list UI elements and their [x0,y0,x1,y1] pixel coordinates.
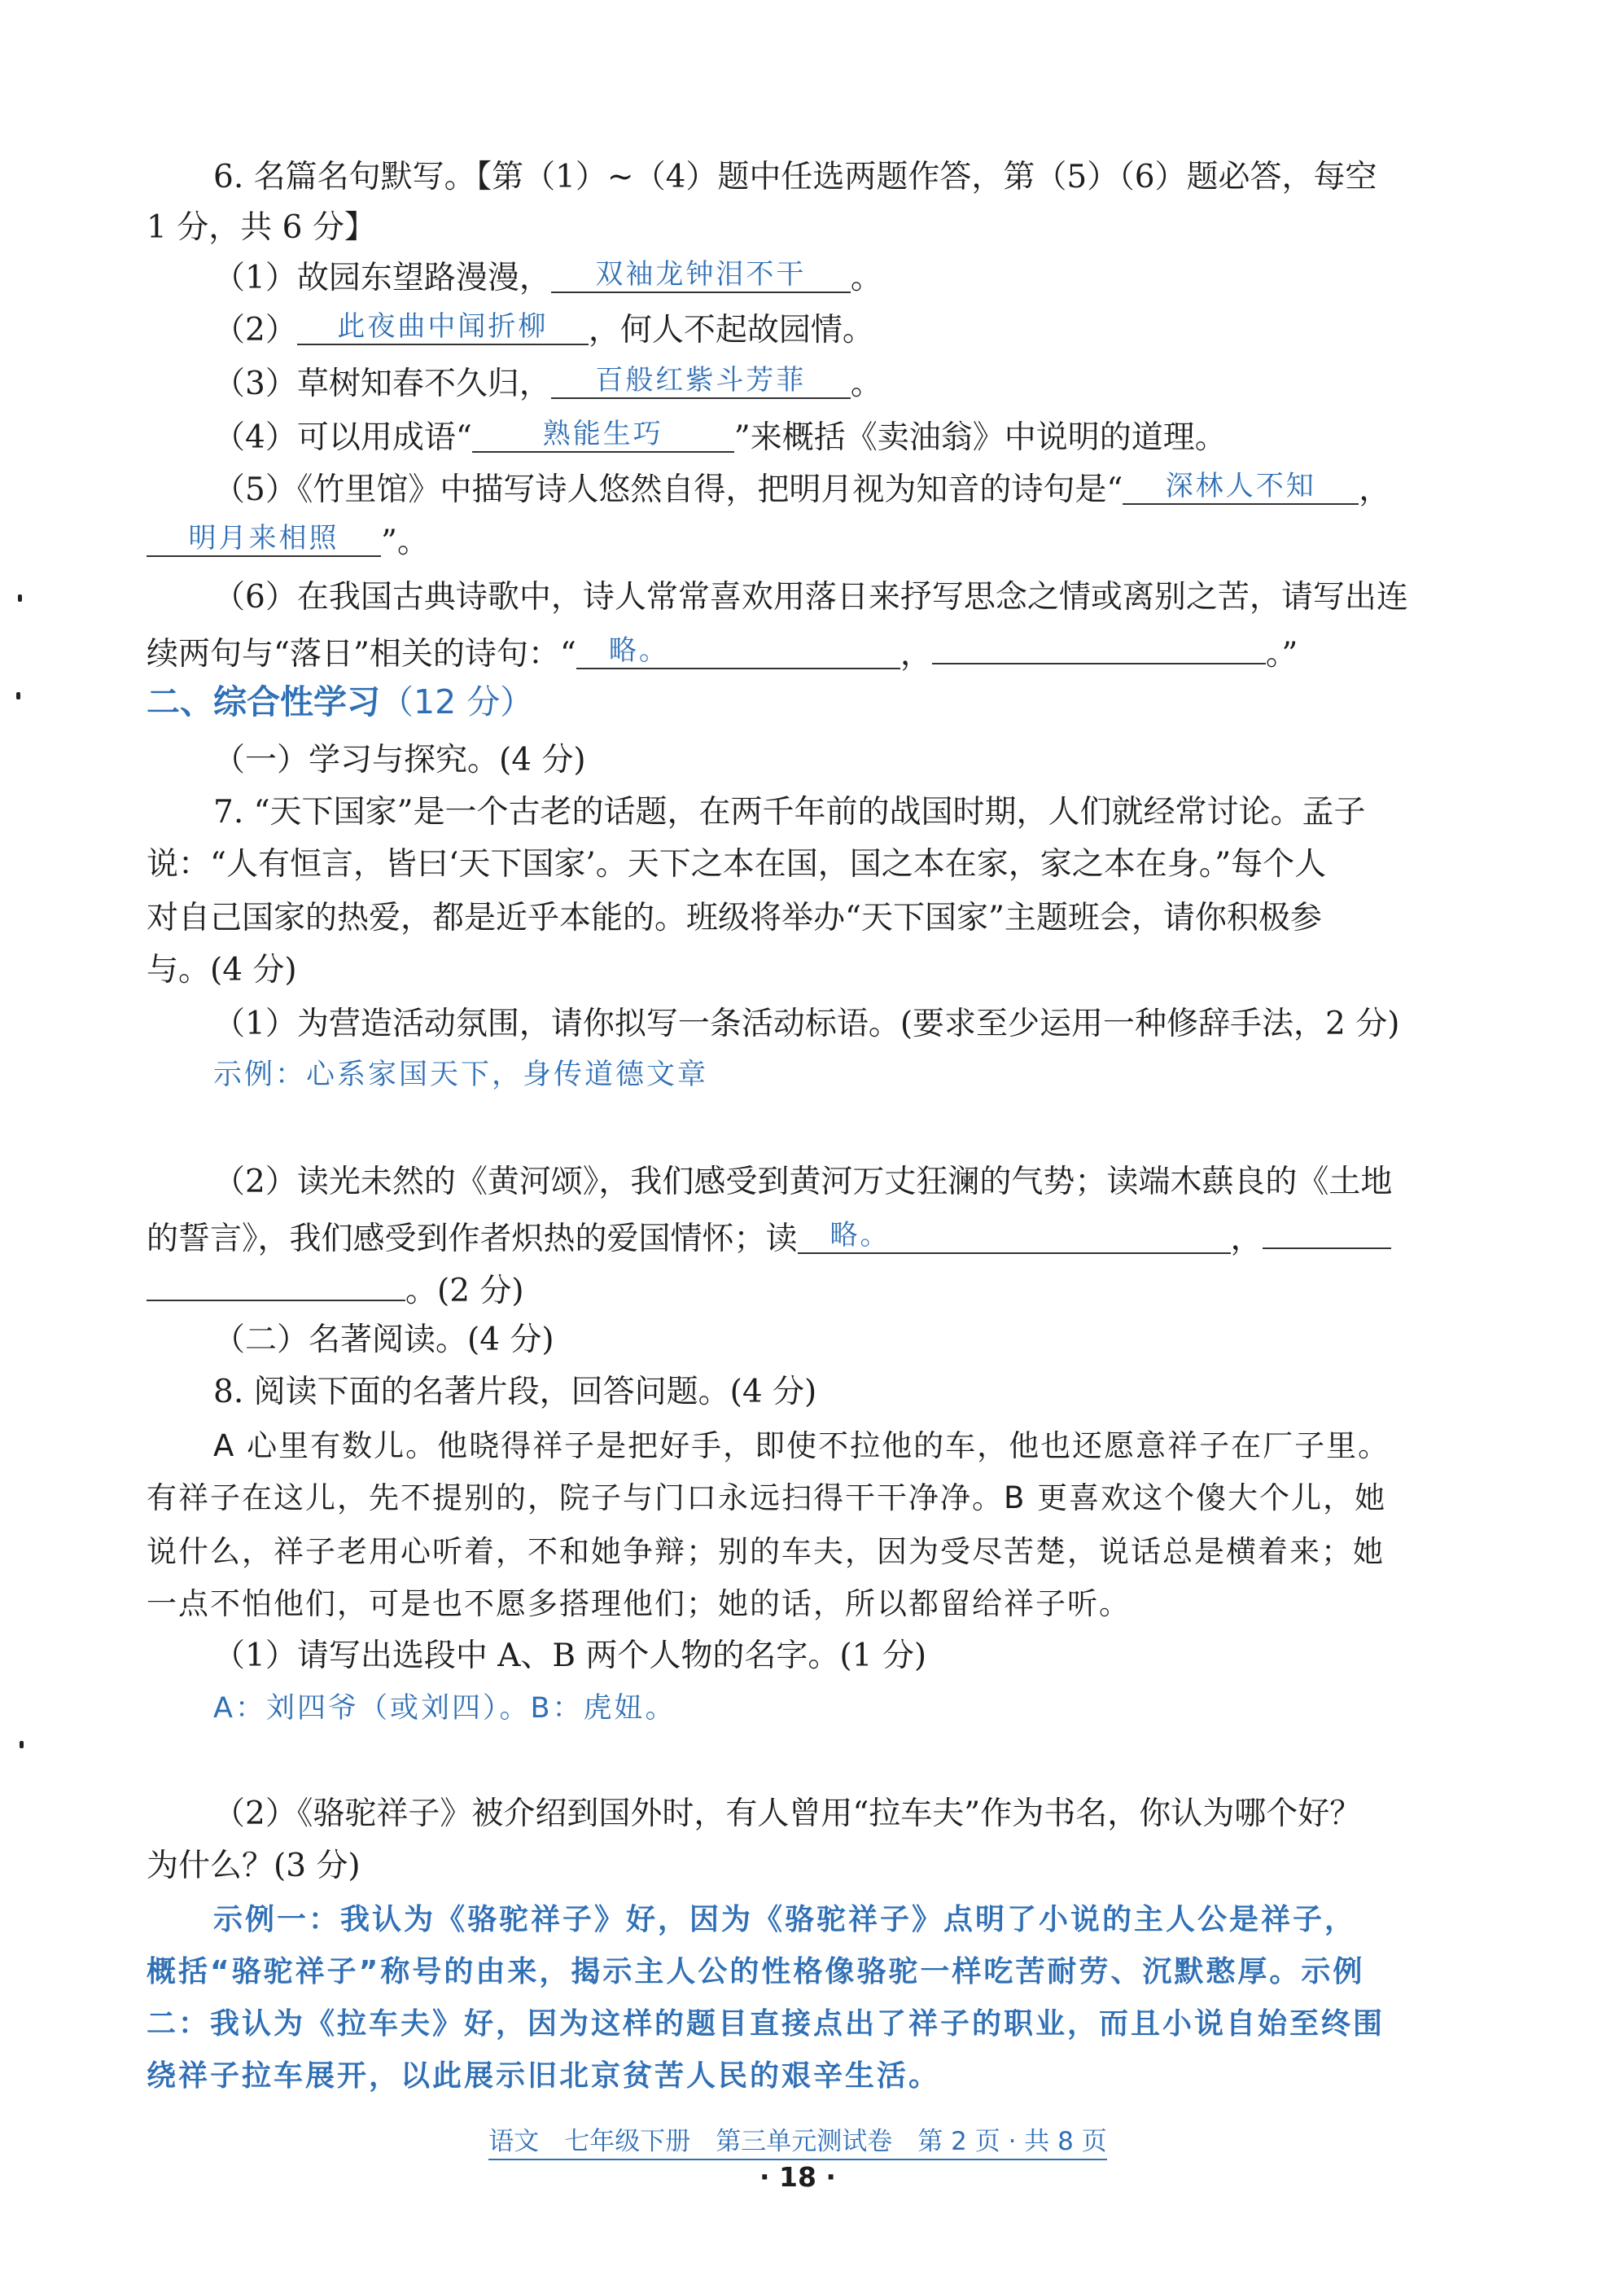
answer-text: 双袖龙钟泪不干 [595,258,807,291]
scan-mark [18,594,22,602]
scan-mark [20,1741,24,1748]
answer-text: 略。 [830,1219,891,1252]
q8-answer-line-3: 二：我认为《拉车夫》好，因为这样的题目直接点出了祥子的职业，而且小说自始至终围 [147,2007,1385,2041]
q6-sub-5: （5）《竹里馆》中描写诗人悠然自得，把明月视为知音的诗句是“ 深林人不知 ， [213,467,1390,513]
q6-sub-3: （3）草树知春不久归， 百般红紫斗芳菲 。 [213,362,882,407]
answer-blank[interactable] [1263,1212,1391,1249]
q8-stem: 8. 阅读下面的名著片段，回答问题。(4 分) [213,1374,817,1410]
q8-sub-2-cont: 为什么？(3 分) [147,1848,361,1884]
answer-text: 略。 [608,634,669,667]
q6-sub-6-cont: 续两句与“落日”相关的诗句：“ 略。 ， 。” [147,627,1298,677]
q7-sub-2: （2）读光未然的《黄河颂》，我们感受到黄河万丈狂澜的气势；读端木蕻良的《土地 [213,1164,1393,1200]
answer-blank[interactable] [551,256,851,293]
q6-sub-5-cont: 明月来相照 ”。 [147,520,429,565]
part2-title: （二）名著阅读。(4 分) [213,1322,554,1358]
answer-text: 深林人不知 [1165,470,1316,502]
answer-blank[interactable] [1123,467,1359,505]
q8-answer-line-4: 绕祥子拉车展开，以此展示旧北京贫苦人民的艰辛生活。 [147,2059,941,2093]
excerpt-line-2: 有祥子在这儿，先不提别的，院子与门口永远扫得干干净净。B 更喜欢这个傻大个儿，她 [147,1480,1387,1515]
q7-sub-2-cont2: 。(2 分) [147,1264,524,1314]
q7-line-4: 与。(4 分) [147,952,297,989]
answer-text: 熟能生巧 [542,418,663,450]
part1-title: （一）学习与探究。(4 分) [213,742,586,778]
scan-mark [16,692,20,699]
q7-sub-1-answer: 示例：心系家国天下，身传道德文章 [213,1059,709,1091]
q6-sub-2: （2） 此夜曲中闻折柳 ，何人不起故园情。 [213,308,874,353]
section-heading: 二、综合性学习（12 分） [147,682,534,721]
q8-sub-1-answer: A：刘四爷（或刘四）。B：虎妞。 [213,1692,676,1725]
q8-answer-line-2: 概括“骆驼祥子”称号的由来，揭示主人公的性格像骆驼一样吃苦耐劳、沉默憨厚。示例 [147,1955,1365,1988]
answer-text: 此夜曲中闻折柳 [337,310,549,343]
page-footer: 语文 七年级下册 第三单元测试卷 第 2 页 · 共 8 页 [488,2120,1107,2160]
excerpt-line-3: 说什么，祥子老用心听着，不和她争辩；别的车夫，因为受尽苦楚，说话总是横着来；她 [147,1534,1385,1569]
q8-answer-line-1: 示例一：我认为《骆驼祥子》好，因为《骆驼祥子》点明了小说的主人公是祥子， [213,1903,1357,1936]
answer-blank[interactable] [147,1264,405,1301]
q6-sub-6: （6）在我国古典诗歌中，诗人常常喜欢用落日来抒写思念之情或离别之苦，请写出连 [213,579,1408,616]
answer-text: 明月来相照 [188,522,339,555]
answer-blank[interactable] [297,308,589,345]
answer-blank[interactable] [576,632,900,669]
answer-blank[interactable] [472,415,734,453]
q7-line-3: 对自己国家的热爱，都是近乎本能的。班级将举办“天下国家”主题班会，请你积极参 [147,900,1322,936]
q7-sub-1: （1）为营造活动氛围，请你拟写一条活动标语。(要求至少运用一种修辞手法，2 分) [213,1006,1400,1042]
q7-sub-2-cont: 的誓言》，我们感受到作者炽热的爱国情怀；读 略。 ， [147,1212,1391,1262]
answer-blank[interactable] [147,520,381,557]
excerpt-line-4: 一点不怕他们，可是也不愿多搭理他们；她的话，所以都留给祥子听。 [147,1586,1131,1621]
excerpt-line-1: A 心里有数儿。他晓得祥子是把好手，即使不拉他的车，他也还愿意祥子在厂子里。 [213,1428,1390,1463]
q7-line-1: 7. “天下国家”是一个古老的话题，在两千年前的战国时期，人们就经常讨论。孟子 [213,794,1366,831]
page-number: · 18 · [759,2161,836,2193]
q7-line-2: 说：“人有恒言，皆曰‘天下国家’。天下之本在国，国之本在家，家之本在身。”每个人 [147,846,1327,883]
answer-blank[interactable] [798,1217,1231,1254]
q6-sub-4: （4）可以用成语“ 熟能生巧 ”来概括《卖油翁》中说明的道理。 [213,415,1227,461]
answer-blank[interactable] [551,362,851,399]
q8-sub-2: （2）《骆驼祥子》被介绍到国外时，有人曾用“拉车夫”作为书名，你认为哪个好？ [213,1796,1362,1832]
q6-sub-1: （1）故园东望路漫漫， 双袖龙钟泪不干 。 [213,256,882,301]
q6-stem-line-2: 1 分，共 6 分】 [147,209,376,246]
answer-text: 百般红紫斗芳菲 [595,364,807,397]
q8-sub-1: （1）请写出选段中 A、B 两个人物的名字。(1 分) [213,1638,927,1674]
q6-stem-line-1: 6. 名篇名句默写。【第（1）~（4）题中任选两题作答，第（5）（6）题必答，每空 [213,159,1377,195]
answer-blank[interactable] [932,627,1266,664]
